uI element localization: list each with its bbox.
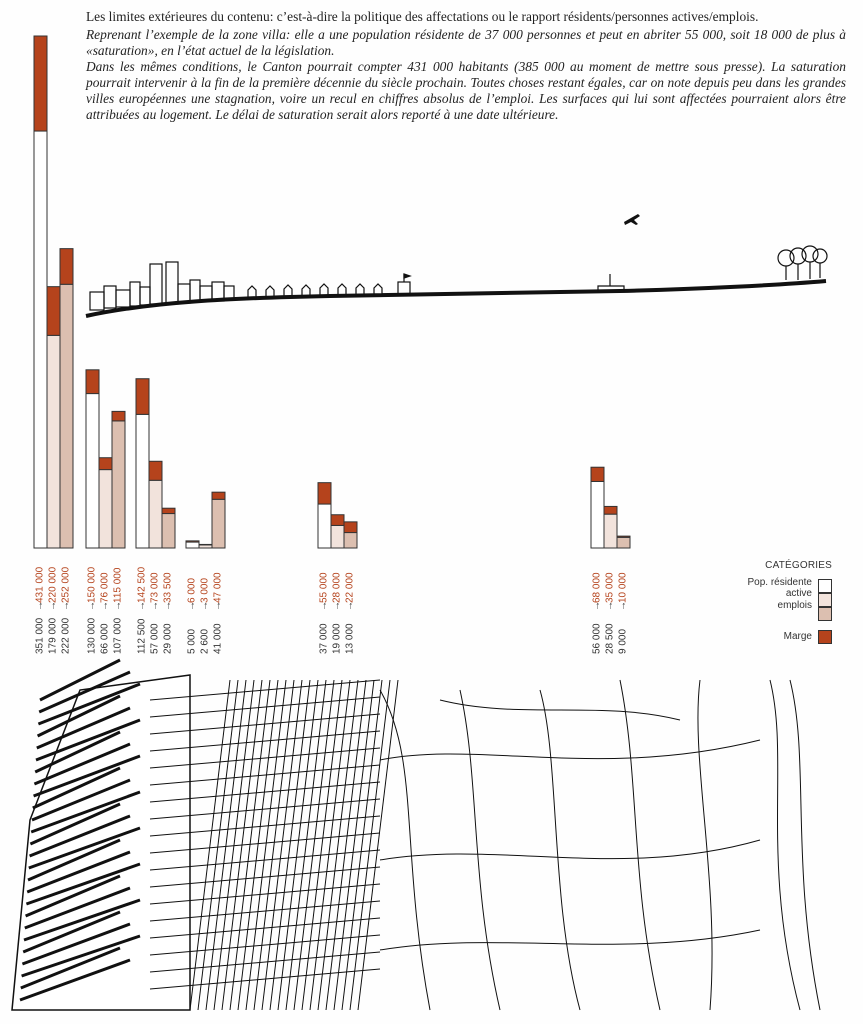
bar-marge-resident [318, 483, 331, 504]
map-forest-line [790, 680, 820, 1010]
bar-current-resident [186, 542, 199, 548]
arrow-label: → [344, 601, 356, 611]
label-future: 28 000 [331, 572, 343, 603]
bar-current-active [149, 480, 162, 548]
legend-label-resident: Pop. résidente [747, 577, 812, 588]
label-future: 55 000 [318, 572, 330, 603]
bar-current-active [99, 470, 112, 548]
map-street [310, 680, 350, 1010]
label-current: 66 000 [99, 623, 111, 654]
arrow-label: → [86, 601, 98, 611]
arrow-label: → [199, 601, 211, 611]
map-road [380, 740, 760, 760]
bar-marge-active [149, 461, 162, 480]
map-road [380, 690, 430, 1010]
label-future: 73 000 [149, 572, 161, 603]
label-current: 29 000 [162, 623, 174, 654]
label-future: 115 000 [112, 567, 124, 603]
value-labels [35, 566, 629, 654]
bar-current-emplois [212, 499, 225, 548]
bar-marge-active [604, 506, 617, 514]
label-current: 130 000 [86, 617, 98, 654]
bar-marge-active [47, 287, 60, 336]
map-street [358, 680, 398, 1010]
arrow-label: → [604, 601, 616, 611]
map-street [342, 680, 382, 1010]
map-road [698, 680, 712, 1010]
bar-marge-active [331, 515, 344, 526]
arrow-label: → [112, 601, 124, 611]
label-current: 9 000 [617, 628, 629, 654]
legend-swatch-active [818, 593, 832, 607]
map-road [460, 690, 500, 1010]
label-future: 220 000 [47, 566, 59, 603]
label-current: 41 000 [212, 623, 224, 654]
legend-label-marge: Marge [783, 631, 812, 642]
arrow-label: → [47, 601, 59, 611]
label-future: 10 000 [617, 572, 629, 603]
label-future: 22 000 [344, 572, 356, 603]
map-street [230, 680, 270, 1010]
arrow-label: → [318, 601, 330, 611]
bar-current-resident [86, 394, 99, 548]
bar-marge-emplois [212, 492, 225, 499]
map-street [286, 680, 326, 1010]
schematic-map [12, 660, 820, 1010]
bar-marge-resident [591, 467, 604, 481]
label-future: 35 000 [604, 572, 616, 603]
label-current: 56 000 [591, 623, 603, 654]
label-current: 179 000 [47, 617, 59, 654]
arrow-label: → [136, 601, 148, 611]
legend-label-active: active [785, 588, 812, 599]
bar-current-resident [591, 481, 604, 548]
bar-current-resident [136, 414, 149, 548]
bar-current-emplois [344, 533, 357, 548]
bar-current-active [47, 335, 60, 548]
map-road [440, 700, 680, 720]
label-current: 5 000 [186, 628, 198, 654]
legend-label-emplois: emplois [777, 600, 812, 611]
arrow-label: → [149, 601, 161, 611]
label-current: 57 000 [149, 623, 161, 654]
label-future: 142 500 [136, 566, 148, 603]
bar-marge-emplois [617, 536, 630, 537]
bar-marge-resident [86, 370, 99, 394]
map-road [540, 690, 580, 1010]
bar-marge-resident [186, 541, 199, 542]
bar-current-emplois [60, 284, 73, 548]
label-future: 47 000 [212, 572, 224, 603]
map-rural-roads [380, 680, 760, 1010]
label-current: 37 000 [318, 623, 330, 654]
label-current: 2 600 [199, 628, 211, 654]
arrow-label: → [162, 601, 174, 611]
label-current: 13 000 [344, 623, 356, 654]
arrow-label: → [331, 601, 343, 611]
arrow-label: → [34, 601, 46, 611]
legend-title: CATÉGORIES [765, 560, 832, 571]
label-current: 19 000 [331, 623, 343, 654]
bar-marge-emplois [344, 522, 357, 533]
villa-paragraph: Reprenant l’exemple de la zone villa: elle a une population résidente de 37 000 personnes et peut en abriter 55 000, soit 18 000 de plus à «saturation», en l’état actuel de la législation. [86, 27, 846, 58]
label-current: 222 000 [60, 617, 72, 654]
map-street [350, 680, 390, 1010]
legend-swatch-emplois [818, 607, 832, 621]
label-future: 33 500 [162, 572, 174, 603]
map-street [326, 680, 366, 1010]
arrow-label: → [60, 601, 72, 611]
arrow-label: → [591, 601, 603, 611]
bar-marge-resident [136, 379, 149, 415]
bar-marge-active [99, 458, 112, 470]
trees [778, 246, 827, 280]
legend-swatch-resident [818, 579, 832, 593]
lead-paragraph: Les limites extérieures du contenu: c’est-à-dire la politique des affectations ou le rapport résidents/personnes actives/emplois. [86, 9, 759, 24]
bar-current-active [604, 514, 617, 548]
bar-marge-emplois [60, 249, 73, 285]
bar-marge-resident [34, 36, 47, 131]
label-future: 68 000 [591, 572, 603, 603]
label-future: 3 000 [199, 577, 211, 603]
airplane-icon [624, 214, 640, 225]
label-current: 112 500 [136, 618, 148, 654]
label-future: 431 000 [34, 566, 46, 603]
map-street [302, 680, 342, 1010]
legend-swatch-marge [818, 630, 832, 644]
skyline-illustration [86, 214, 827, 316]
arrow-label: → [212, 601, 224, 611]
bar-current-emplois [112, 421, 125, 548]
city-buildings [90, 262, 234, 310]
bar-current-emplois [162, 514, 175, 548]
bar-marge-emplois [162, 508, 175, 513]
map-road [380, 840, 760, 860]
map-street [318, 680, 358, 1010]
bar-marge-emplois [112, 411, 125, 421]
bar-current-emplois [617, 537, 630, 548]
canton-paragraph: Dans les mêmes conditions, le Canton pourrait compter 431 000 habitants (385 000 au moment de mettre sous presse). La saturation pourrait intervenir à la fin de la première décennie du siècle prochain. Toutes choses restant égales, car on note depuis peu dans les grandes villes européennes une stagnation, voire un recul en chiffres absolus de l’emploi. Les surfaces qui lui sont affectées pourraient alors être attribuées au logement. Le délai de saturation serait alors reporté à une date ultérieure. [86, 59, 846, 122]
map-road [620, 680, 660, 1010]
bar-current-resident [34, 131, 47, 548]
label-future: 76 000 [99, 572, 111, 603]
label-current: 28 500 [604, 623, 616, 654]
bar-current-active [331, 525, 344, 548]
map-road [380, 930, 760, 950]
map-street [270, 680, 310, 1010]
arrow-label: → [617, 601, 629, 611]
label-future: 252 000 [60, 566, 72, 603]
map-street [214, 680, 254, 1010]
label-future: 6 000 [186, 577, 198, 603]
ground-line [86, 281, 826, 316]
arrow-label: → [99, 601, 111, 611]
arrow-label: → [186, 601, 198, 611]
map-forest-edge [770, 680, 820, 1010]
label-current: 107 000 [112, 617, 124, 654]
label-current: 351 000 [34, 617, 46, 654]
map-street [334, 680, 374, 1010]
label-future: 150 000 [86, 566, 98, 603]
map-forest-line [770, 680, 800, 1010]
map-street [294, 680, 334, 1010]
bar-current-resident [318, 504, 331, 548]
